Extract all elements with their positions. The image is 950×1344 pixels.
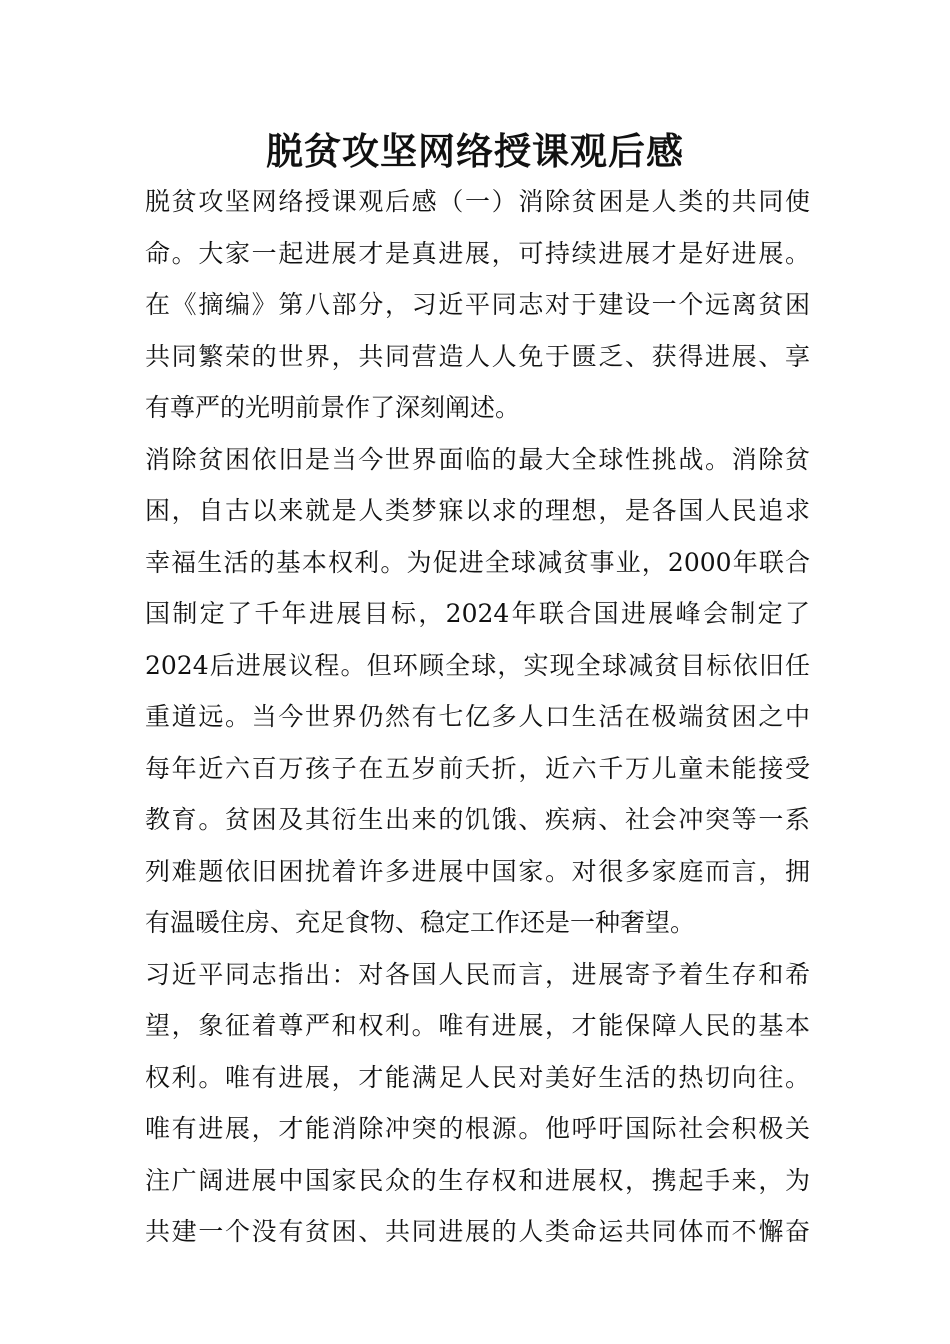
text-line: 列难题依旧困扰着许多进展中国家。对很多家庭而言，拥 [145, 856, 810, 886]
text-line: 困，自古以来就是人类梦寐以求的理想，是各国人民追求 [145, 496, 810, 525]
text-line: 命。大家一起进展才是真进展，可持续进展才是好进展。 [145, 238, 810, 268]
text-line: 共同繁荣的世界，共同营造人人免于匮乏、获得进展、享 [145, 341, 810, 371]
text-line: 教育。贫困及其衍生出来的饥饿、疾病、社会冲突等一系 [145, 805, 810, 834]
text-line: 消除贫困依旧是当今世界面临的最大全球性挑战。消除贫 [145, 444, 810, 474]
document-title: 脱贫攻坚网络授课观后感 [266, 129, 684, 173]
text-line: 国制定了千年进展目标，2024年联合国进展峰会制定了 [145, 599, 810, 628]
text-line: 唯有进展，才能消除冲突的根源。他呼吁国际社会积极关 [145, 1114, 810, 1143]
text-line: 习近平同志指出：对各国人民而言，进展寄予着生存和希 [145, 959, 810, 989]
text-line: 每年近六百万孩子在五岁前夭折，近六千万儿童未能接受 [145, 753, 810, 783]
text-line: 重道远。当今世界仍然有七亿多人口生活在极端贫困之中 [145, 702, 810, 731]
text-line: 注广阔进展中国家民众的生存权和进展权，携起手来，为 [145, 1165, 810, 1195]
text-line: 有温暖住房、充足食物、稳定工作还是一种奢望。 [145, 908, 696, 937]
text-line: 权利。唯有进展，才能满足人民对美好生活的热切向往。 [145, 1062, 810, 1092]
text-line: 2024后进展议程。但环顾全球，实现全球减贫目标依旧任 [145, 650, 810, 680]
text-line: 在《摘编》第八部分，习近平同志对于建设一个远离贫困 [145, 290, 810, 319]
text-line: 幸福生活的基本权利。为促进全球减贫事业，2000年联合 [145, 547, 810, 577]
text-line: 望，象征着尊严和权利。唯有进展，才能保障人民的基本 [145, 1011, 810, 1040]
text-line: 脱贫攻坚网络授课观后感（一）消除贫困是人类的共同使 [145, 187, 810, 216]
text-line: 共建一个没有贫困、共同进展的人类命运共同体而不懈奋 [145, 1217, 810, 1246]
text-line: 有尊严的光明前景作了深刻阐述。 [145, 393, 521, 422]
document-body [145, 176, 810, 1258]
